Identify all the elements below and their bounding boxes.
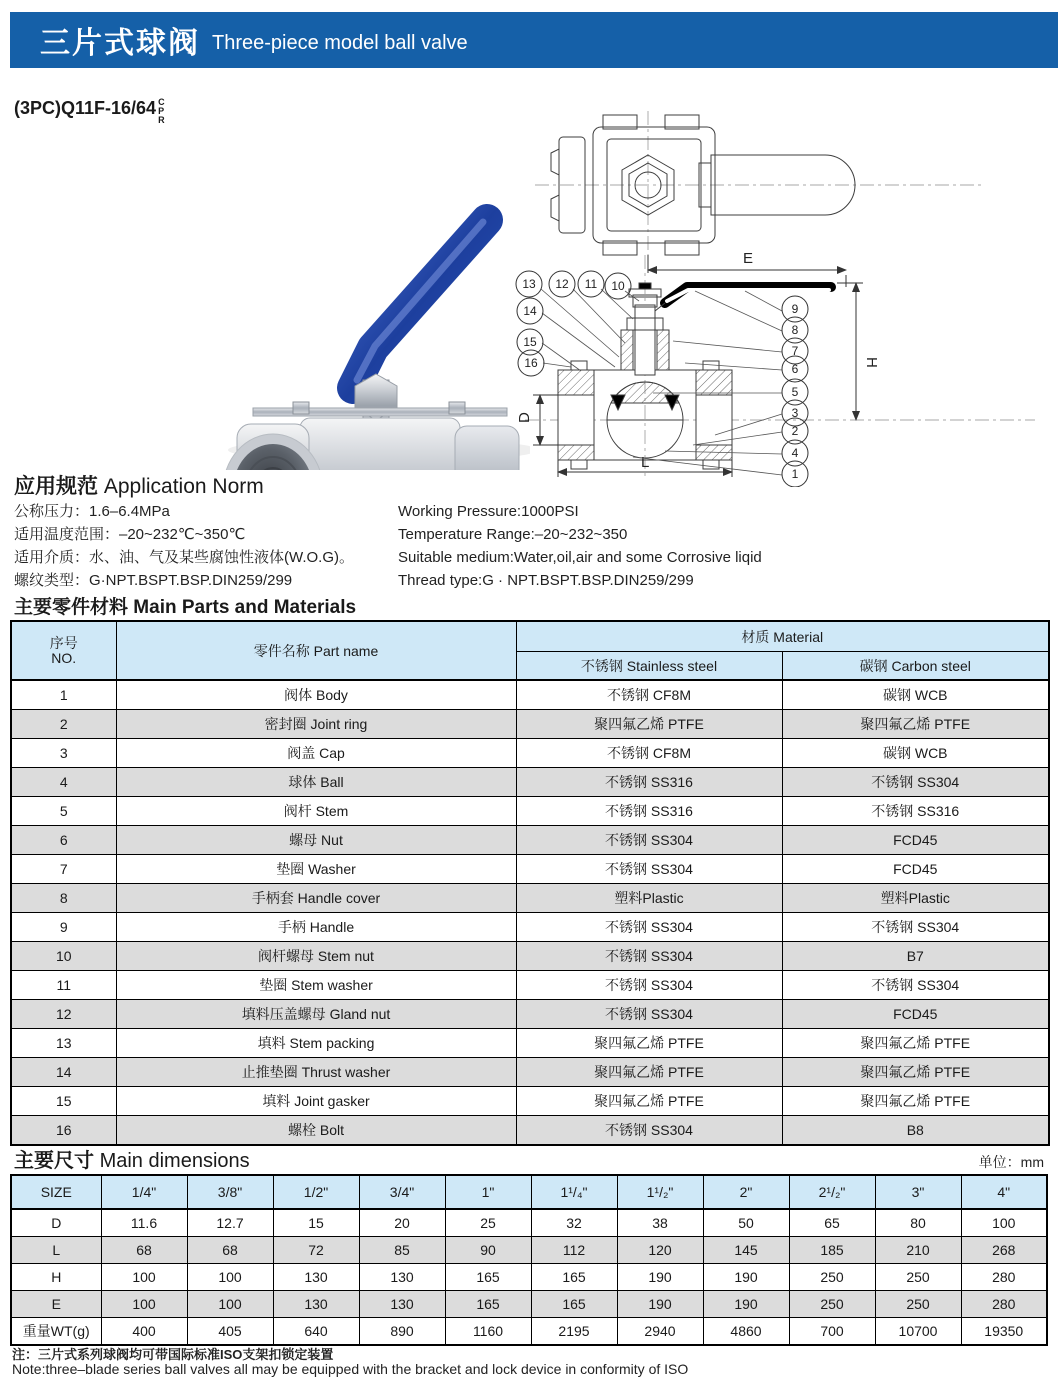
table-cell: 145 (703, 1237, 789, 1264)
table-cell: 165 (445, 1264, 531, 1291)
product-photo (135, 150, 530, 470)
callouts-left-labels (522, 277, 625, 370)
table-cell: 不锈钢 CF8M (516, 739, 782, 768)
callout-16: 16 (524, 356, 538, 370)
table-cell: 3" (875, 1175, 961, 1209)
section-view (525, 255, 1035, 477)
table-row (11, 1000, 1049, 1029)
dim-label-h: H (863, 357, 880, 368)
page-title-zh: 三片式球阀 (40, 27, 200, 60)
table-cell: 手柄套 Handle cover (116, 884, 516, 913)
table-cell: 90 (445, 1237, 531, 1264)
table-cell: E (11, 1291, 101, 1318)
table-cell: 1/4" (101, 1175, 187, 1209)
table-row (11, 768, 1049, 797)
table-cell: 400 (101, 1318, 187, 1346)
table-cell: 20 (359, 1209, 445, 1237)
table-cell: D (11, 1209, 101, 1237)
table-row (11, 680, 1049, 710)
table-cell: 405 (187, 1318, 273, 1346)
table-cell: 阀杆螺母 Stem nut (116, 942, 516, 971)
table-cell: 130 (359, 1291, 445, 1318)
table-row (11, 1209, 1047, 1237)
table-cell: 不锈钢 SS316 (516, 768, 782, 797)
table-row (11, 797, 1049, 826)
spec-thread-zh: 螺纹类型：G·NPT.BSPT.BSP.DIN259/299 (14, 572, 293, 589)
table-row (11, 1029, 1049, 1058)
table-cell: 填料压盖螺母 Gland nut (116, 1000, 516, 1029)
table-row (11, 739, 1049, 768)
table-cell: 聚四氟乙烯 PTFE (516, 710, 782, 739)
application-heading-en: Application Norm (103, 475, 264, 498)
table-cell: 塑料Plastic (516, 884, 782, 913)
table-row (11, 1318, 1047, 1346)
technical-drawing (515, 105, 1058, 487)
col-header-no (11, 621, 116, 680)
table-cell: 聚四氟乙烯 PTFE (782, 1029, 1049, 1058)
table-cell: 1¹/₂" (617, 1175, 703, 1209)
table-cell: 止推垫圈 Thrust washer (116, 1058, 516, 1087)
dimensions-heading-zh: 主要尺寸 (14, 1150, 94, 1172)
spec-medium-zh: 适用介质：水、油、气及某些腐蚀性液体(W.O.G)。 (14, 549, 354, 566)
table-cell: 不锈钢 SS316 (782, 797, 1049, 826)
table-cell: 不锈钢 SS304 (516, 971, 782, 1000)
col-header-stainless: 不锈钢 Stainless steel (516, 652, 782, 681)
table-cell: 640 (273, 1318, 359, 1346)
table-cell: 250 (789, 1291, 875, 1318)
note-zh: 注：三片式系列球阀均可带国际标准ISO支架扣锁定装置 (12, 1347, 334, 1362)
model-code: (3PC)Q11F-16/64 (14, 98, 157, 118)
table-cell: 填料 Stem packing (116, 1029, 516, 1058)
table-cell: 4860 (703, 1318, 789, 1346)
model-code-line (14, 98, 165, 125)
table-cell: 2940 (617, 1318, 703, 1346)
table-cell: FCD45 (782, 1000, 1049, 1029)
table-cell: 10700 (875, 1318, 961, 1346)
table-cell: 阀体 Body (116, 680, 516, 710)
callouts-right-labels (792, 302, 799, 481)
table-cell: 8 (11, 884, 116, 913)
table-cell: 1¹/₄" (531, 1175, 617, 1209)
table-cell: 不锈钢 SS304 (516, 942, 782, 971)
table-cell: 165 (531, 1291, 617, 1318)
table-row (11, 710, 1049, 739)
table-row (11, 1087, 1049, 1116)
table-cell: 72 (273, 1237, 359, 1264)
table-cell: 垫圈 Washer (116, 855, 516, 884)
table-cell: 100 (187, 1264, 273, 1291)
callout-5: 5 (791, 385, 799, 399)
ball-valve-photo-illustration (135, 150, 530, 470)
col-header-part-name: 零件名称 Part name (116, 621, 516, 680)
application-specs-zh (14, 500, 354, 592)
dim-label-l: L (641, 454, 650, 471)
table-cell: 3/4" (359, 1175, 445, 1209)
table-cell: 塑料Plastic (782, 884, 1049, 913)
table-cell: 280 (961, 1291, 1047, 1318)
table-cell: 聚四氟乙烯 PTFE (782, 1087, 1049, 1116)
table-cell: 85 (359, 1237, 445, 1264)
table-cell: 190 (703, 1264, 789, 1291)
table-cell: 15 (11, 1087, 116, 1116)
table-cell: 11 (11, 971, 116, 1000)
table-cell: 螺栓 Bolt (116, 1116, 516, 1146)
table-cell: 190 (617, 1291, 703, 1318)
spec-temperature-zh: 适用温度范围：–20~232℃~350℃ (14, 526, 246, 543)
callout-14: 14 (523, 304, 537, 318)
table-cell: 聚四氟乙烯 PTFE (516, 1058, 782, 1087)
valve-body (223, 402, 519, 470)
table-row (11, 1058, 1049, 1087)
callout-11: 11 (584, 277, 598, 291)
table-cell: 不锈钢 SS304 (516, 1000, 782, 1029)
table-row (11, 855, 1049, 884)
table-cell: 不锈钢 CF8M (516, 680, 782, 710)
parts-heading (14, 592, 356, 619)
table-row (11, 1264, 1047, 1291)
table-cell: 210 (875, 1237, 961, 1264)
table-row (11, 1116, 1049, 1146)
table-cell: 3 (11, 739, 116, 768)
table-cell: 1" (445, 1175, 531, 1209)
dim-label-e: E (743, 250, 754, 267)
table-cell: 100 (101, 1291, 187, 1318)
table-cell: 不锈钢 SS304 (782, 913, 1049, 942)
table-cell: 700 (789, 1318, 875, 1346)
application-specs-en (398, 500, 762, 592)
table-cell: 7 (11, 855, 116, 884)
table-cell: 120 (617, 1237, 703, 1264)
table-cell: 112 (531, 1237, 617, 1264)
model-suffix (158, 98, 165, 125)
table-cell: 4 (11, 768, 116, 797)
table-cell: 填料 Joint gasker (116, 1087, 516, 1116)
dimensions-heading (14, 1144, 250, 1173)
table-cell: 1/2" (273, 1175, 359, 1209)
table-row (11, 971, 1049, 1000)
table-cell: B7 (782, 942, 1049, 971)
table-cell: 碳钢 WCB (782, 739, 1049, 768)
table-cell: 碳钢 WCB (782, 680, 1049, 710)
col-header-no-en: NO. (51, 649, 77, 666)
table-cell: 14 (11, 1058, 116, 1087)
callout-2: 2 (791, 424, 799, 438)
table-cell: L (11, 1237, 101, 1264)
spec-temperature-en: Temperature Range:–20~232~350 (398, 526, 628, 543)
table-cell: 4" (961, 1175, 1047, 1209)
table-cell: 重量WT(g) (11, 1318, 101, 1346)
table-row (11, 884, 1049, 913)
table-cell: 球体 Ball (116, 768, 516, 797)
application-heading-zh: 应用规范 (14, 475, 98, 498)
spec-thread-en: Thread type:G · NPT.BSPT.BSP.DIN259/299 (398, 572, 694, 589)
model-suffix-p: P (158, 106, 165, 116)
table-cell: H (11, 1264, 101, 1291)
table-cell: 12 (11, 1000, 116, 1029)
table-cell: 38 (617, 1209, 703, 1237)
table-cell: 190 (617, 1264, 703, 1291)
table-cell: 2195 (531, 1318, 617, 1346)
table-cell: 100 (961, 1209, 1047, 1237)
table-cell: 268 (961, 1237, 1047, 1264)
table-cell: 不锈钢 SS316 (516, 797, 782, 826)
table-cell: 9 (11, 913, 116, 942)
valve-drawing (515, 105, 1058, 487)
table-cell: 1 (11, 680, 116, 710)
col-header-material: 材质 Material (516, 621, 1049, 652)
table-cell: 100 (101, 1264, 187, 1291)
table-cell: 32 (531, 1209, 617, 1237)
table-cell: FCD45 (782, 826, 1049, 855)
table-cell: 250 (875, 1264, 961, 1291)
table-cell: 聚四氟乙烯 PTFE (782, 710, 1049, 739)
parts-table-body (11, 680, 1049, 1145)
col-header-no-zh: 序号 (49, 634, 78, 651)
table-cell: 5 (11, 797, 116, 826)
table-cell: 10 (11, 942, 116, 971)
table-cell: 250 (789, 1264, 875, 1291)
application-norm-heading (14, 470, 264, 500)
table-row (11, 913, 1049, 942)
table-cell: 聚四氟乙烯 PTFE (516, 1087, 782, 1116)
note-en: Note:three–blade series ball valves all may be equipped with the bracket and lock device in conformity of ISO (12, 1361, 689, 1377)
spec-pressure-zh: 公称压力：1.6–6.4MPa (14, 503, 170, 520)
model-suffix-c: C (158, 97, 165, 107)
table-cell: 16 (11, 1116, 116, 1146)
table-cell: 2 (11, 710, 116, 739)
table-cell: 2" (703, 1175, 789, 1209)
table-cell: 68 (187, 1237, 273, 1264)
table-cell: 不锈钢 SS304 (782, 971, 1049, 1000)
callout-3: 3 (791, 406, 799, 420)
callout-7: 7 (791, 344, 799, 358)
table-cell: 2¹/₂" (789, 1175, 875, 1209)
table-cell: 12.7 (187, 1209, 273, 1237)
table-cell: 100 (187, 1291, 273, 1318)
page-title-bar (10, 12, 1058, 68)
page-title-en: Three-piece model ball valve (212, 31, 468, 54)
table-cell: 3/8" (187, 1175, 273, 1209)
table-row (11, 1237, 1047, 1264)
table-cell: 垫圈 Stem washer (116, 971, 516, 1000)
table-cell: 阀盖 Cap (116, 739, 516, 768)
table-cell: FCD45 (782, 855, 1049, 884)
callout-8: 8 (791, 323, 799, 337)
table-cell: 19350 (961, 1318, 1047, 1346)
callout-15: 15 (523, 335, 537, 349)
table-cell: 11.6 (101, 1209, 187, 1237)
table-cell: 185 (789, 1237, 875, 1264)
table-cell: 1160 (445, 1318, 531, 1346)
table-cell: 65 (789, 1209, 875, 1237)
table-cell: 不锈钢 SS304 (516, 855, 782, 884)
dimensions-table (10, 1174, 1048, 1346)
table-cell: 130 (359, 1264, 445, 1291)
table-cell: B8 (782, 1116, 1049, 1146)
table-cell: 130 (273, 1291, 359, 1318)
table-cell: 250 (875, 1291, 961, 1318)
top-view (535, 111, 985, 261)
valve-handle-blue (353, 220, 487, 388)
parts-materials-table (10, 620, 1050, 1146)
model-suffix-r: R (158, 115, 165, 125)
dimensions-table-body (11, 1209, 1047, 1345)
table-cell: 68 (101, 1237, 187, 1264)
table-cell: 890 (359, 1318, 445, 1346)
table-row (11, 1175, 1047, 1209)
spec-medium-en: Suitable medium:Water,oil,air and some Corrosive liqid (398, 549, 762, 566)
table-row (11, 1291, 1047, 1318)
table-cell: 25 (445, 1209, 531, 1237)
table-cell: 手柄 Handle (116, 913, 516, 942)
table-row (11, 826, 1049, 855)
table-cell: 50 (703, 1209, 789, 1237)
parts-table-header (11, 621, 1049, 680)
table-cell: 不锈钢 SS304 (782, 768, 1049, 797)
unit-label: 单位：mm (978, 1154, 1044, 1170)
table-cell: 6 (11, 826, 116, 855)
callout-13: 13 (522, 277, 536, 291)
callout-4: 4 (791, 446, 799, 460)
dim-label-d: D (516, 412, 533, 423)
table-cell: 阀杆 Stem (116, 797, 516, 826)
callout-6: 6 (791, 362, 799, 376)
col-header-carbon: 碳钢 Carbon steel (782, 652, 1049, 681)
table-cell: 聚四氟乙烯 PTFE (516, 1029, 782, 1058)
table-cell: 螺母 Nut (116, 826, 516, 855)
callout-12: 12 (555, 277, 569, 291)
parts-heading-zh: 主要零件材料 (14, 597, 129, 618)
dimensions-heading-en: Main dimensions (99, 1150, 250, 1172)
table-row (11, 942, 1049, 971)
table-cell: 165 (445, 1291, 531, 1318)
table-cell: 13 (11, 1029, 116, 1058)
table-cell: 不锈钢 SS304 (516, 1116, 782, 1146)
table-cell: 190 (703, 1291, 789, 1318)
table-cell: SIZE (11, 1175, 101, 1209)
table-cell: 165 (531, 1264, 617, 1291)
table-cell: 不锈钢 SS304 (516, 826, 782, 855)
callout-9: 9 (791, 302, 799, 316)
parts-heading-en: Main Parts and Materials (133, 597, 357, 618)
table-cell: 130 (273, 1264, 359, 1291)
table-cell: 不锈钢 SS304 (516, 913, 782, 942)
callout-1: 1 (791, 467, 799, 481)
spec-pressure-en: Working Pressure:1000PSI (398, 503, 579, 520)
table-cell: 15 (273, 1209, 359, 1237)
table-cell: 80 (875, 1209, 961, 1237)
table-cell: 280 (961, 1264, 1047, 1291)
table-cell: 聚四氟乙烯 PTFE (782, 1058, 1049, 1087)
dimensions-table-header (11, 1175, 1047, 1209)
callout-10: 10 (611, 279, 625, 293)
table-cell: 密封圈 Joint ring (116, 710, 516, 739)
